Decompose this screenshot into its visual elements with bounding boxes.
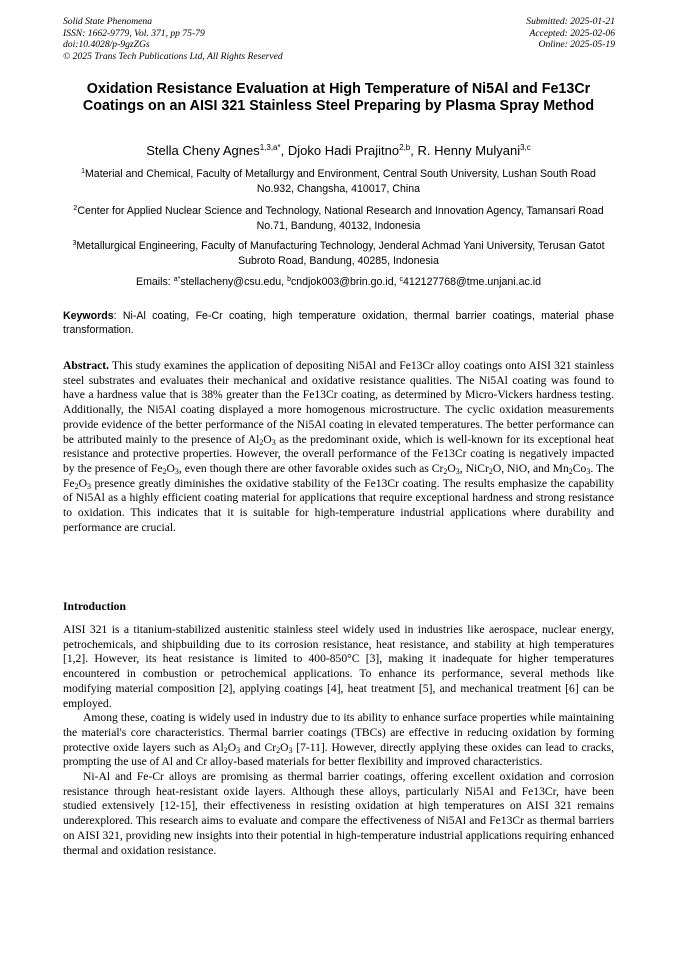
affiliation-text: Center for Applied Nuclear Science and Technology, National Research and Innovation Agency, Tamansari Road No.71, Bandung, 40132, Indonesia: [77, 205, 604, 232]
emails: [63, 275, 614, 289]
subscript: 2: [259, 437, 264, 447]
subscript: 2: [568, 466, 573, 476]
affiliation: [66, 204, 611, 233]
submitted-date: Submitted: 2025-01-21: [526, 16, 615, 27]
subscript: 2: [276, 745, 281, 755]
subscript: 2: [74, 481, 79, 491]
accepted-date: Accepted: 2025-02-06: [529, 27, 615, 39]
text-run: O: [447, 461, 456, 475]
subscript: 2: [162, 466, 167, 476]
header-publication-info: [63, 16, 363, 62]
keywords-text: : Ni-Al coating, Fe-Cr coating, high temperature oxidation, thermal barrier coatings, material phase transformation.: [63, 310, 614, 336]
text-run: Among these, coating is widely used in industry due to its ability to enhance surface properties while maintaining the material's core characteristics. Thermal barrier coatings (TBCs) are effective in reducing oxidation by forming protective oxide layers such as Al: [63, 711, 614, 754]
subscript: 3: [86, 481, 91, 491]
text-run: O: [166, 461, 175, 475]
author-name: R. Henny Mulyani: [417, 143, 521, 158]
subscript: 3: [271, 437, 276, 447]
text-run: , NiCr: [459, 461, 489, 475]
subscript: 3: [586, 466, 591, 476]
affiliation-number: 3: [72, 240, 77, 247]
copyright: © 2025 Trans Tech Publications Ltd, All Rights Reserved: [63, 50, 283, 62]
text-run: O, NiO, and Mn: [492, 461, 569, 475]
text-run: [7-11]. However, directly applying these oxides can lead to cracks, prompting the use of Al and Cr alloy-based materials for better flexibility and improved characteristics.: [63, 740, 614, 769]
text-run: O: [280, 740, 289, 754]
introduction-body: [63, 623, 614, 858]
abstract-label: Abstract.: [63, 359, 110, 372]
email-marker: a*: [173, 276, 181, 283]
doi: doi:10.4028/p-9gzZGs: [63, 39, 150, 50]
issn-volume: ISSN: 1662-9779, Vol. 371, pp 75-79: [63, 27, 205, 39]
email-address[interactable]: stellacheny@csu.edu,: [180, 276, 288, 288]
author-affiliation-marker: 3,c: [520, 143, 531, 152]
subscript: 3: [288, 745, 293, 755]
affiliation: [66, 167, 611, 196]
email-marker: b: [287, 276, 291, 283]
affiliation-text: Metallurgical Engineering, Faculty of Manufacturing Technology, Jenderal Achmad Yani University, Terusan Gatot Subroto Road, Bandung, 40285, Indonesia: [76, 240, 605, 267]
author-affiliation-marker: 2,b: [399, 143, 411, 152]
email-address[interactable]: 412127768@tme.unjani.ac.id: [403, 276, 541, 288]
introduction-paragraph: [63, 711, 614, 770]
text-run: O: [263, 432, 272, 446]
subscript: 3: [455, 466, 460, 476]
affiliation-text: Material and Chemical, Faculty of Metallurgy and Environment, Central South University, Lushan South Road No.932, Changsha, 410017, China: [84, 168, 596, 195]
text-run: AISI 321 is a titanium-stabilized austenitic stainless steel widely used in industries like aerospace, nuclear energy, petrochemicals, and shipbuilding due to its corrosion resistance, heat resistance, and stability at high temperatures [1,2]. However, its heat resistance is limited to 400-850°C [3], making it inadequate for higher temperatures encountered in combustion or petrochemical applications. To enhance its performance, several methods like modifying material composition [2], applying coatings [4], heat treatment [5], and mechanical treatment [6] can be employed.: [63, 623, 614, 710]
author-separator: ,: [280, 143, 288, 158]
affiliation-number: 1: [81, 168, 85, 175]
section-heading-introduction: Introduction: [63, 600, 126, 613]
paper-title: Oxidation Resistance Evaluation at High Temperature of Ni5Al and Fe13Cr Coatings on an AISI 321 Stainless Steel Preparing by Plasma Spray Method: [82, 81, 595, 114]
affiliation: [66, 239, 611, 268]
journal-name: Solid State Phenomena: [63, 16, 152, 27]
text-run: O: [78, 476, 87, 490]
subscript: 2: [488, 466, 493, 476]
text-run: . The Fe: [63, 461, 615, 490]
text-run: , even though there are other favorable oxides such as Cr: [178, 461, 444, 475]
email-marker: c: [399, 276, 403, 283]
affiliation-number: 2: [73, 205, 78, 212]
text-run: presence greatly diminishes the oxidative stability of the Fe13Cr coating. The results emphasize the capability of Ni5Al as a highly efficient coating material for applications that require exceptional hardness and strong resistance to oxidation. This indicates that it is suitable for high-temperature industrial applications where durability and performance are crucial.: [63, 476, 614, 534]
keywords: [63, 309, 614, 337]
introduction-paragraph: [63, 623, 614, 711]
author-name: Stella Cheny Agnes: [146, 143, 260, 158]
keywords-label: Keywords: [63, 310, 114, 322]
subscript: 3: [236, 745, 241, 755]
abstract-text: [63, 359, 614, 534]
text-run: This study examines the application of depositing Ni5Al and Fe13Cr alloy coatings onto AISI 321 stainless steel substrates and evaluates their mechanical and oxidative resistance qualities. The Ni5Al coating was found to have a hardness value that is 38% greater than the Fe13Cr coating, as determined by Micro-Vickers hardness testing. Additionally, the Ni5Al coating displayed a more homogenous microstructure. The cyclic oxidation measurements provide evidence of the better performance of the Ni5Al coating in elevated temperatures. The better performance can be attributed mainly to the presence of Al: [63, 359, 614, 446]
subscript: 3: [174, 466, 179, 476]
text-run: Ni-Al and Fe-Cr alloys are promising as thermal barrier coatings, offering excellent oxidation and corrosion resistance through heat-resistant oxide layers. Although these alloys, particularly Ni5Al and Fe13Cr, have been studied extensively [12-15], their effectiveness in resisting oxidation at high temperatures on AISI 321 remains underexplored. This research aims to evaluate and compare the effectiveness of Ni5Al and Fe13Cr as thermal barriers on AISI 321, providing new insights into their potential in high-temperature industrial applications requiring enhanced thermal and oxidation resistance.: [63, 770, 614, 857]
header-dates: [395, 16, 615, 51]
text-run: O: [227, 740, 237, 754]
email-address[interactable]: cndjok003@brin.go.id,: [290, 276, 400, 288]
emails-label: Emails:: [136, 276, 174, 288]
subscript: 2: [223, 745, 228, 755]
introduction-paragraph: [63, 770, 614, 858]
online-date: Online: 2025-05-19: [538, 39, 615, 50]
author-affiliation-marker: 1,3,a*: [259, 143, 281, 152]
text-run: as the predominant oxide, which is well-known for its exceptional heat resistance and protective properties. However, the overall performance of the Fe13Cr coating is negatively impacted by the presence of Fe: [63, 432, 615, 475]
author-name: Djoko Hadi Prajitno: [287, 143, 400, 158]
subscript: 2: [443, 466, 448, 476]
text-run: and Cr: [240, 740, 277, 754]
text-run: Co: [572, 461, 587, 475]
abstract: [63, 359, 614, 535]
author-separator: ,: [410, 143, 418, 158]
author-list: [63, 142, 614, 159]
